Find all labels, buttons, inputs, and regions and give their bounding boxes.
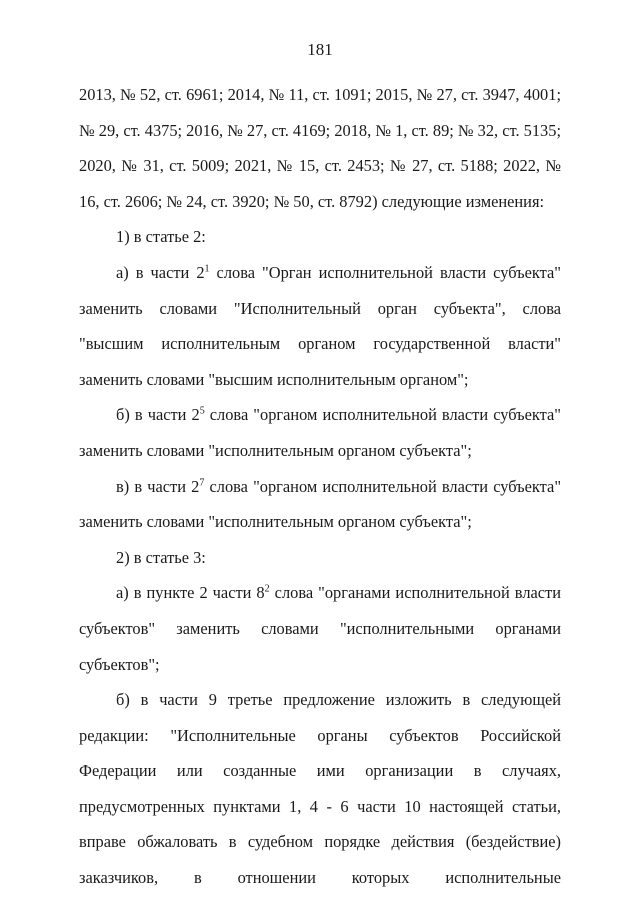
paragraph-text-before: в) в части 2 (116, 476, 200, 496)
paragraph-article-2-item-a (79, 255, 561, 397)
superscript: 1 (204, 263, 210, 275)
paragraph-text: б) в части 9 третье предложение изложить в следующей редакции: "Исполнительные органы субъектов Российской Федерации или созданные ими организации в случаях, предусмотренных пунктами 1, 4 - 6 части 10 настоящей статьи, вправе обжаловать в судебном порядке действия (бездействие) заказчиков, в отношении которых исполнительные (79, 690, 561, 888)
page-number: 181 (307, 40, 333, 59)
paragraph-text-after: слова "органом исполнительной власти субъекта" заменить словами "исполнительным органом субъекта"; (79, 405, 561, 460)
paragraph-article-3-item-a (79, 575, 561, 682)
paragraph-text: 2) в статье 3: (116, 547, 206, 567)
paragraph-article-2-item-b (79, 397, 561, 468)
document-body (79, 77, 561, 896)
superscript: 5 (199, 405, 205, 417)
paragraph-text-before: а) в пункте 2 части 8 (116, 583, 265, 603)
paragraph-references (79, 77, 561, 219)
paragraph-text-after: слова "органами исполнительной власти субъектов" заменить словами "исполнительными органами субъектов"; (79, 583, 561, 674)
paragraph-text-after: слова "органом исполнительной власти субъекта" заменить словами "исполнительным органом субъекта"; (79, 476, 562, 532)
paragraph-article-2-heading (79, 219, 561, 255)
paragraph-text-after: слова "Орган исполнительной власти субъекта" заменить словами "Исполнительный орган субъекта", слова "высшим исполнительным органом государственной власти" заменить словами "высшим исполнительным органом"; (79, 262, 561, 389)
paragraph-text: 1) в статье 2: (116, 227, 206, 247)
paragraph-article-2-item-v (79, 469, 561, 540)
paragraph-text: 2013, № 52, ст. 6961; 2014, № 11, ст. 1091; 2015, № 27, ст. 3947, 4001; № 29, ст. 4375; 2016, № 27, ст. 4169; 2018, № 1, ст. 89; № 32, ст. 5135; 2020, № 31, ст. 5009; 2021, № 15, ст. 2453; № 27, ст. 5188; 2022, № 16, ст. 2606; № 24, ст. 3920; № 50, ст. 8792) следующие изменения: (79, 85, 561, 211)
paragraph-text-before: б) в части 2 (116, 405, 200, 425)
paragraph-article-3-heading (79, 540, 561, 576)
superscript: 2 (264, 583, 270, 595)
paragraph-text-before: а) в части 2 (116, 262, 205, 282)
superscript: 7 (199, 477, 205, 489)
paragraph-article-3-item-b (79, 682, 561, 896)
